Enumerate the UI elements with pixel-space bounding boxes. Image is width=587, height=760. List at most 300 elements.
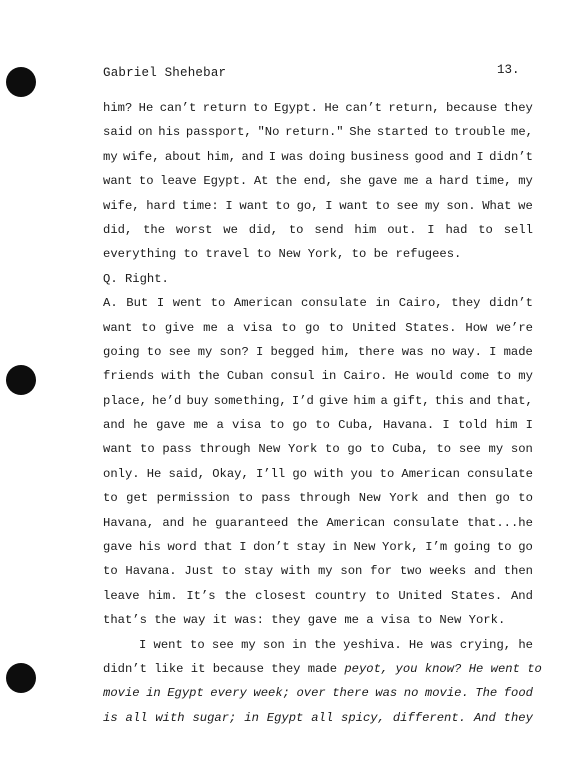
word: we [518, 198, 533, 213]
header-name: Gabriel Shehebar [103, 66, 227, 80]
word: go [292, 466, 307, 481]
word: stay [243, 564, 274, 579]
word: permission [156, 491, 230, 506]
text-line [103, 462, 533, 486]
word: I [442, 418, 450, 433]
word: he [518, 637, 533, 652]
word: movie [103, 686, 140, 701]
word: in [375, 296, 391, 311]
word: can’t [345, 101, 382, 115]
word: different. [392, 710, 466, 725]
word: to [269, 418, 285, 433]
word: sell [503, 222, 533, 237]
word: over [296, 686, 326, 701]
text-line [103, 633, 533, 657]
word: they [503, 101, 533, 115]
text-line [103, 706, 533, 730]
text-line-mixed [103, 657, 542, 681]
word: a [380, 393, 388, 408]
word: return [202, 101, 247, 115]
word: pass [162, 442, 192, 457]
word: out. [387, 222, 417, 237]
word: to [275, 198, 290, 213]
word: him [354, 222, 377, 237]
word: What [482, 198, 512, 213]
word: weeks [429, 564, 467, 579]
word: I’m [425, 540, 448, 555]
word: Cuba, [338, 418, 375, 433]
word: Cuba, [392, 442, 429, 457]
word: the [143, 222, 166, 237]
text-line [103, 120, 533, 144]
binder-hole-top [6, 67, 36, 97]
word: to [103, 564, 118, 579]
word: time: [182, 198, 219, 213]
word: Havana, [103, 515, 155, 530]
word: me, [511, 125, 533, 140]
word: see [458, 442, 481, 457]
word: that, [496, 393, 533, 408]
word: the [313, 637, 336, 652]
word: him [495, 418, 518, 433]
word: I [525, 418, 533, 433]
word: want [339, 198, 369, 213]
word: is [103, 710, 118, 725]
text-line: everything to travel to New York, to be refugees. [103, 247, 462, 262]
word: two [399, 564, 422, 579]
word: to [140, 442, 155, 457]
word: I [255, 344, 264, 359]
word: did, [248, 222, 279, 237]
word: see [168, 344, 191, 359]
word: to [210, 296, 226, 311]
text-line [103, 559, 533, 583]
word: with [161, 369, 191, 384]
word: him? [103, 101, 133, 115]
word: Just [184, 564, 214, 579]
word: I [239, 540, 247, 555]
word: about [164, 149, 202, 164]
word: son? [219, 344, 249, 359]
text-line: that’s the way it was: they gave me a visa to New York. [103, 613, 506, 628]
word: a [226, 320, 235, 335]
text-line [103, 364, 533, 388]
word: food [503, 686, 533, 701]
text-run: didn’t like it because they made [103, 661, 345, 676]
word: was [401, 344, 424, 359]
word: my [317, 564, 333, 579]
word: with [314, 466, 344, 481]
word: I [156, 296, 165, 311]
word: begged [270, 344, 315, 359]
word: to [221, 564, 237, 579]
word: then [503, 564, 533, 579]
word: visa [232, 418, 262, 433]
word: and [473, 564, 496, 579]
word: to [433, 125, 449, 140]
word: with [280, 564, 311, 579]
word: my [488, 442, 504, 457]
word: American [401, 466, 460, 481]
word: to [103, 491, 118, 506]
word: New [353, 540, 376, 555]
word: only. [103, 466, 140, 481]
word: to [325, 442, 340, 457]
word: Havana. [125, 564, 177, 579]
word: we’re [496, 320, 533, 335]
word: consul [270, 369, 315, 384]
word: go [347, 442, 363, 457]
word: that [203, 540, 233, 555]
word: go [495, 491, 510, 506]
binder-hole-bottom [6, 663, 36, 693]
word: place, [103, 393, 147, 408]
word: that...he [467, 515, 533, 530]
text-line [103, 437, 533, 461]
word: How [465, 320, 488, 335]
word: there [332, 686, 369, 701]
word: A. [103, 296, 118, 311]
word: Havana. [382, 418, 435, 433]
word: the [275, 174, 298, 189]
word: told [457, 418, 488, 433]
word: Okay, [212, 466, 249, 481]
word: want [103, 320, 133, 335]
word: return, [388, 101, 440, 115]
word: go [292, 418, 308, 433]
word: to [281, 320, 297, 335]
word: hard [146, 198, 176, 213]
word: Cuban [226, 369, 264, 384]
word: to [288, 222, 304, 237]
word: to [496, 369, 512, 384]
word: and [426, 491, 449, 506]
word: crying, [459, 637, 512, 652]
word: the [224, 588, 247, 603]
word: And [510, 588, 533, 603]
word: to [496, 540, 512, 555]
text-line [103, 218, 533, 242]
word: you [350, 466, 373, 481]
word: want [103, 174, 133, 189]
text-run-italic: peyot, you know? He went to [344, 661, 542, 676]
word: on [137, 125, 153, 140]
word: want [239, 198, 269, 213]
word: friends [103, 369, 155, 384]
word: and [469, 393, 492, 408]
word: time, [475, 174, 512, 189]
word: in [292, 637, 307, 652]
word: to [146, 344, 162, 359]
word: to [369, 442, 385, 457]
text-line [103, 291, 533, 315]
word: then [457, 491, 487, 506]
word: He [394, 369, 410, 384]
word: go [305, 320, 320, 335]
word: they [503, 710, 533, 725]
word: son [510, 442, 533, 457]
word: all [311, 710, 334, 725]
word: want [103, 442, 133, 457]
word: see [211, 637, 234, 652]
word: good [414, 149, 444, 164]
word: Egypt. [203, 174, 248, 189]
word: my [103, 149, 118, 164]
word: It’s [186, 588, 216, 603]
word: the [296, 515, 319, 530]
word: I [225, 198, 233, 213]
word: go, [296, 198, 319, 213]
word: was [281, 149, 304, 164]
word: leave [103, 588, 140, 603]
word: can’t [159, 101, 197, 115]
word: and [241, 149, 264, 164]
word: to [315, 418, 330, 433]
word: worst [175, 222, 213, 237]
word: And [473, 710, 496, 725]
word: buy [186, 393, 209, 408]
word: to [138, 174, 154, 189]
word: way. [452, 344, 482, 359]
word: there [357, 344, 395, 359]
word: York, [382, 540, 419, 555]
word: no [403, 686, 419, 701]
word: did, [103, 222, 133, 237]
text-line [103, 316, 533, 340]
word: he [133, 418, 148, 433]
word: because [445, 101, 498, 115]
word: to [379, 466, 395, 481]
word: The [475, 686, 498, 701]
word: to [238, 491, 253, 506]
word: my [518, 369, 533, 384]
word: was [375, 686, 398, 701]
word: didn’t [489, 149, 533, 164]
word: every [210, 686, 247, 701]
word: week; [253, 686, 290, 701]
word: Cairo. [343, 369, 388, 384]
word: spicy, [341, 710, 385, 725]
word: gave [368, 174, 398, 189]
text-line [103, 169, 533, 193]
text-line [103, 340, 533, 364]
word: I [268, 149, 277, 164]
word: son [340, 564, 363, 579]
word: through [299, 491, 351, 506]
word: they [451, 296, 481, 311]
text-line [103, 389, 533, 413]
word: to [478, 222, 493, 237]
word: had [445, 222, 468, 237]
word: him, [206, 149, 237, 164]
text-line [103, 681, 533, 705]
word: gave [103, 540, 133, 555]
word: He [138, 101, 154, 115]
word: sugar; [192, 710, 237, 725]
word: to [375, 198, 390, 213]
word: see [396, 198, 419, 213]
word: in [321, 369, 337, 384]
word: him, [321, 344, 351, 359]
word: I [489, 344, 497, 359]
binder-hole-middle [6, 365, 36, 395]
word: a [425, 174, 433, 189]
word: But [126, 296, 149, 311]
word: my [425, 198, 440, 213]
word: in [332, 540, 347, 555]
word: doing [308, 149, 346, 164]
word: pass [261, 491, 291, 506]
word: return." [285, 125, 344, 140]
word: went [172, 296, 203, 311]
word: New [258, 442, 281, 457]
word: my [518, 174, 533, 189]
word: States. [451, 588, 503, 603]
word: I’ll [255, 466, 286, 481]
text-line [103, 145, 533, 169]
word: his [158, 125, 181, 140]
word: consulate [301, 296, 367, 311]
word: started [376, 125, 429, 140]
text-line [103, 584, 533, 608]
word: me [193, 418, 209, 433]
word: York [288, 442, 318, 457]
word: He [324, 101, 339, 115]
word: end, [303, 174, 333, 189]
word: went [153, 637, 183, 652]
word: Egypt [266, 710, 304, 725]
text-line: Q. Right. [103, 271, 169, 286]
word: York [389, 491, 419, 506]
word: to [328, 320, 344, 335]
word: She [349, 125, 372, 140]
word: made [503, 344, 533, 359]
word: him [353, 393, 376, 408]
word: wife, [122, 149, 160, 164]
word: no [430, 344, 446, 359]
word: trouble [454, 125, 506, 140]
word: I [427, 222, 435, 237]
word: she [339, 174, 362, 189]
word: wife, [103, 198, 140, 213]
word: my [197, 344, 213, 359]
word: give [318, 393, 349, 408]
word: a [216, 418, 224, 433]
word: United [398, 588, 443, 603]
word: his [138, 540, 161, 555]
word: me [203, 320, 218, 335]
word: yeshiva. [343, 637, 402, 652]
word: go [518, 540, 533, 555]
word: he [192, 515, 208, 530]
word: my [241, 637, 256, 652]
word: son. [446, 198, 476, 213]
text-line [103, 486, 533, 510]
word: in [244, 710, 259, 725]
word: the [197, 369, 220, 384]
word: hard [439, 174, 469, 189]
text-line [103, 535, 533, 559]
word: all [125, 710, 148, 725]
word: to [190, 637, 205, 652]
word: didn’t [489, 296, 533, 311]
word: would [416, 369, 453, 384]
word: leave [160, 174, 197, 189]
word: we [223, 222, 238, 237]
word: said, [168, 466, 206, 481]
word: going [453, 540, 491, 555]
word: son [262, 637, 285, 652]
text-line [103, 194, 533, 218]
word: and [449, 149, 472, 164]
text-line [103, 511, 533, 535]
word: United [352, 320, 397, 335]
word: consulate [393, 515, 459, 530]
word: come [460, 369, 490, 384]
word: "No [257, 125, 280, 140]
transcript-body [103, 96, 542, 730]
word: He [146, 466, 162, 481]
word: I [139, 637, 147, 652]
word: give [164, 320, 195, 335]
word: gave [156, 418, 186, 433]
word: Cairo, [398, 296, 443, 311]
word: word [167, 540, 197, 555]
word: for [370, 564, 393, 579]
word: to [374, 588, 390, 603]
word: to [436, 442, 452, 457]
word: get [126, 491, 149, 506]
word: I’d [291, 393, 314, 408]
word: At [253, 174, 269, 189]
word: don’t [253, 540, 290, 555]
word: him. [148, 588, 178, 603]
word: he’d [152, 393, 182, 408]
word: I [325, 198, 333, 213]
word: American [233, 296, 293, 311]
word: consulate [467, 466, 533, 481]
word: and [162, 515, 185, 530]
page-number: 13. [497, 63, 520, 77]
word: New [358, 491, 381, 506]
text-line [103, 413, 533, 437]
word: something, [213, 393, 287, 408]
word: to [518, 491, 533, 506]
word: to [253, 101, 268, 115]
word: I [476, 149, 484, 164]
word: guaranteed [215, 515, 289, 530]
word: this [434, 393, 464, 408]
text-line [103, 96, 533, 120]
word: going [103, 344, 140, 359]
word: movie. [424, 686, 469, 701]
word: States. [405, 320, 457, 335]
word: stay [296, 540, 326, 555]
word: said [103, 125, 133, 140]
word: Egypt. [274, 101, 318, 115]
word: to [141, 320, 156, 335]
word: Egypt [167, 686, 204, 701]
word: visa [243, 320, 273, 335]
word: was [430, 637, 453, 652]
word: in [146, 686, 161, 701]
word: send [314, 222, 344, 237]
word: business [350, 149, 410, 164]
word: and [103, 418, 125, 433]
word: me [403, 174, 419, 189]
word: American [326, 515, 386, 530]
word: through [199, 442, 251, 457]
